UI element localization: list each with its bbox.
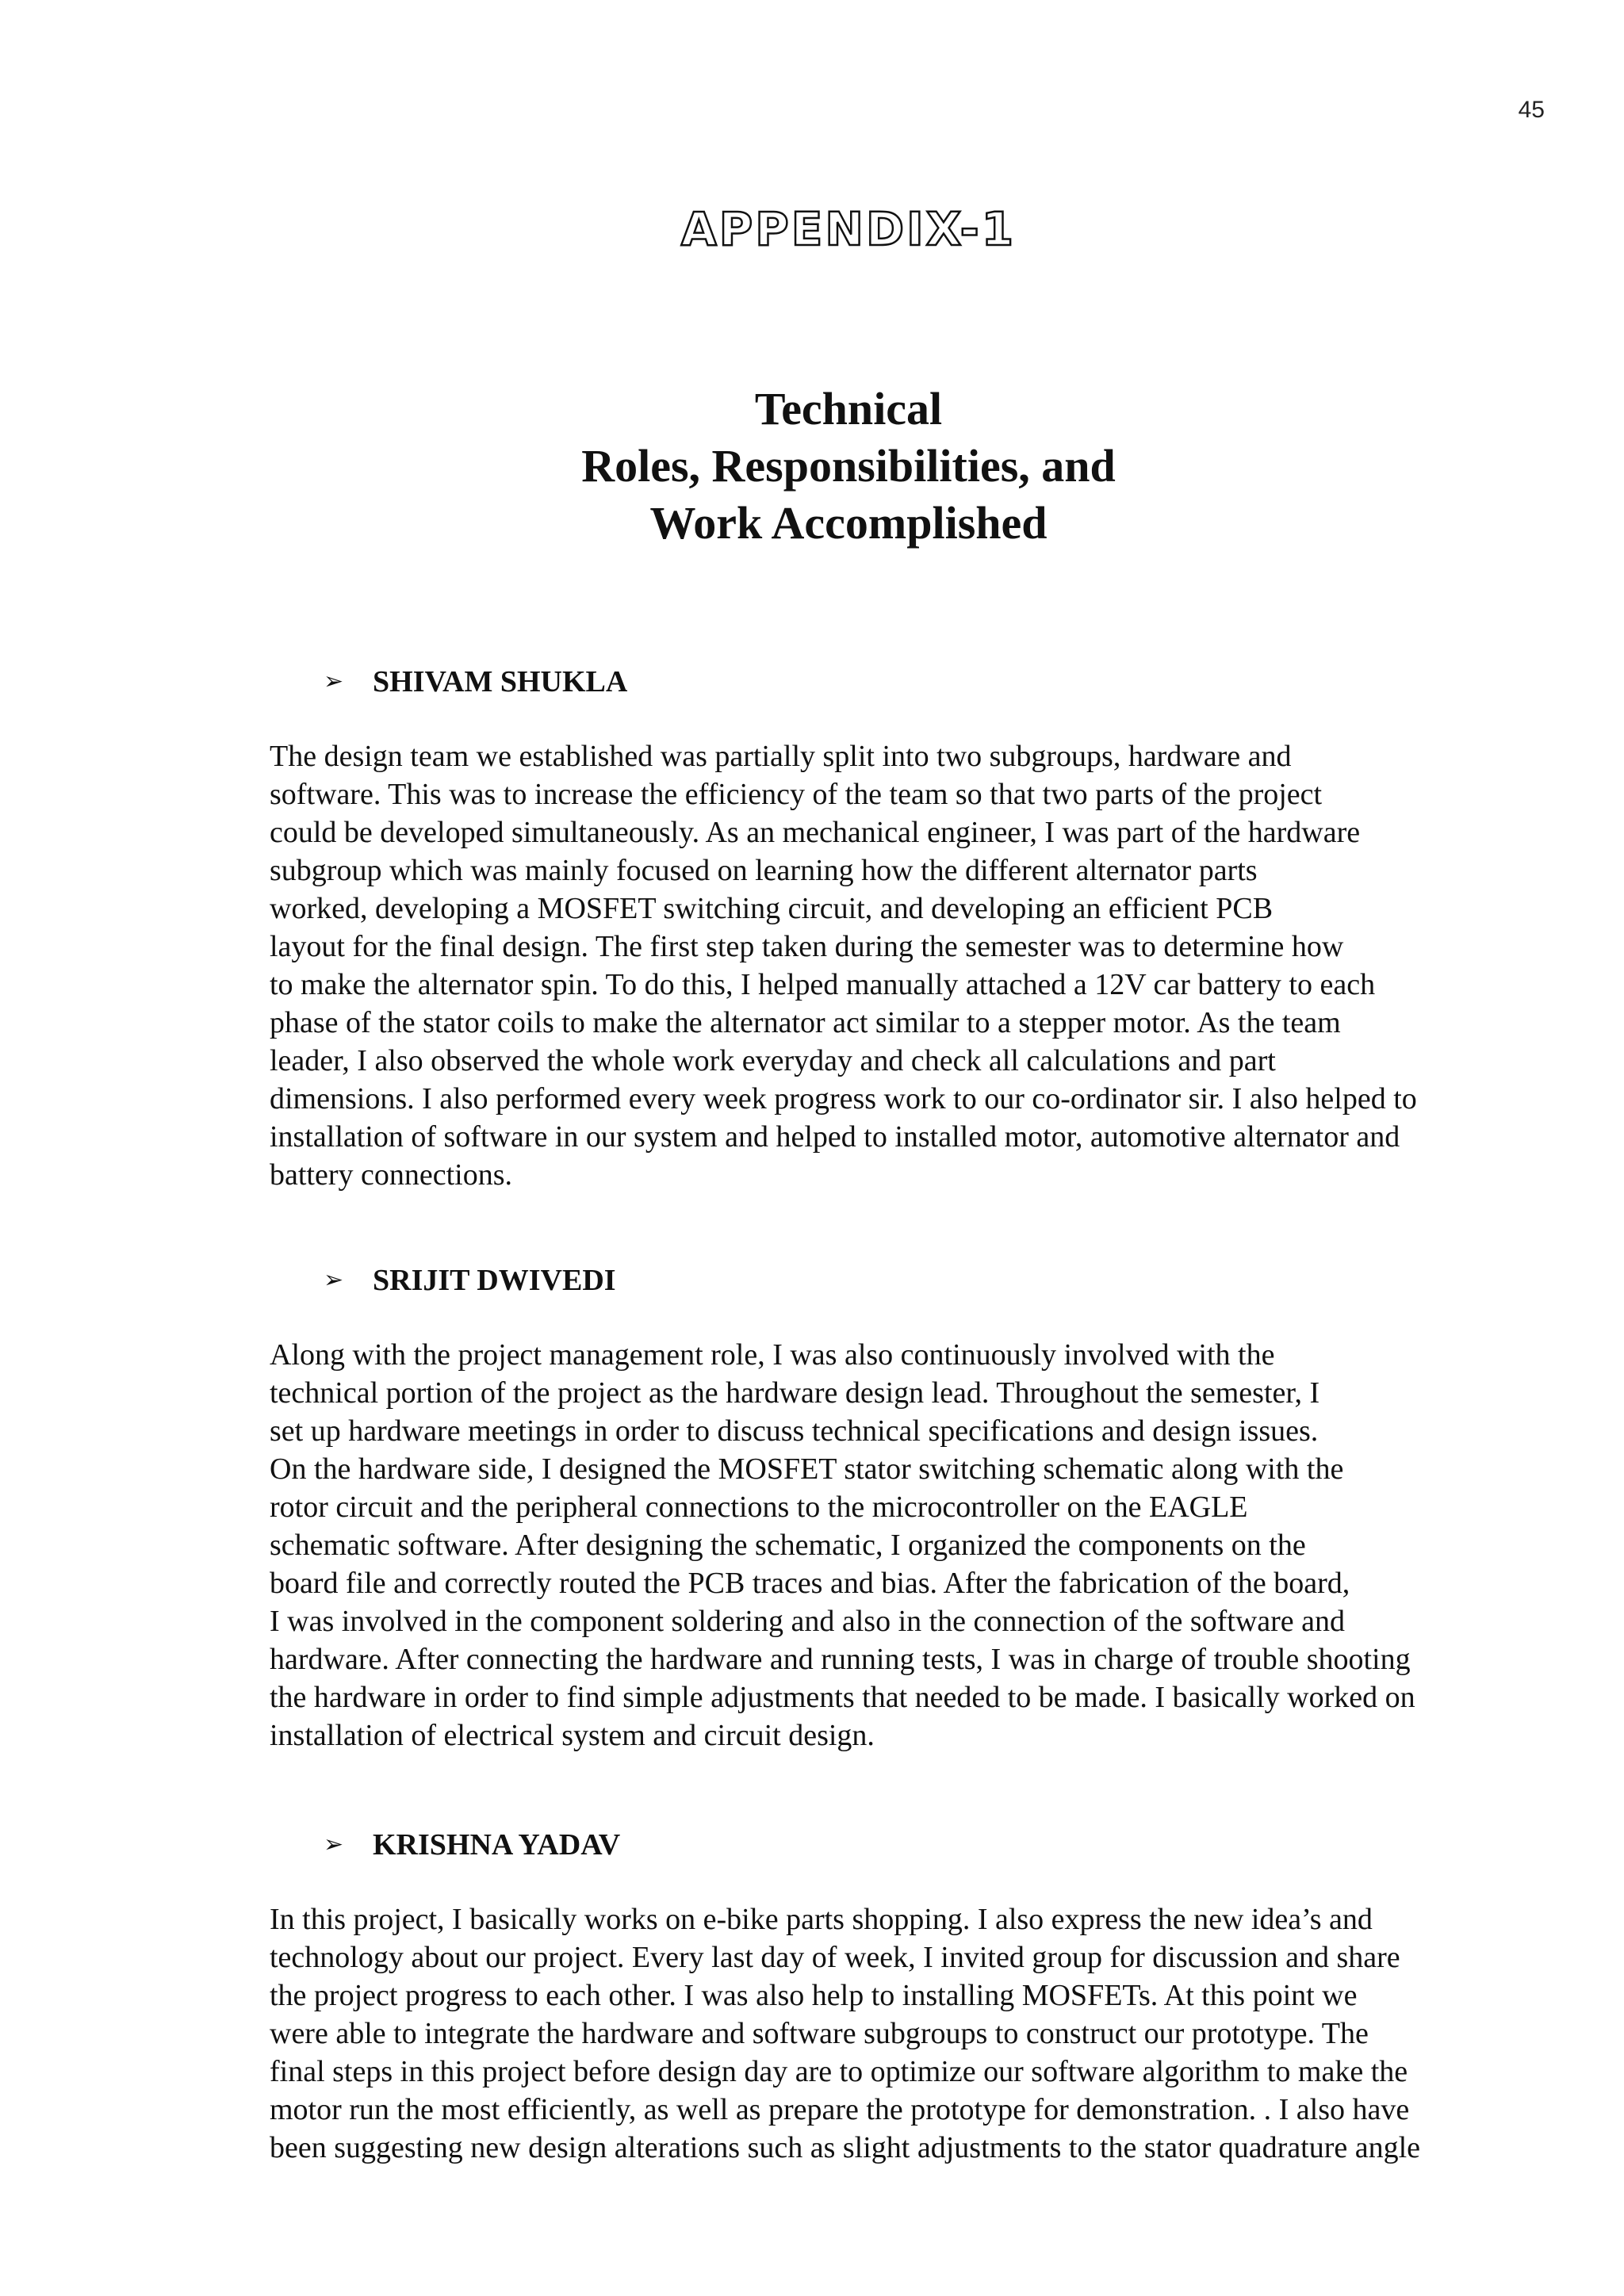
paragraph-line: technical portion of the project as the hardware design lead. Throughout the semester, I [270,1376,1320,1410]
paragraph-line: leader, I also observed the whole work everyday and check all calculations and part [270,1044,1276,1077]
paragraph-line: installation of software in our system and helped to installed motor, automotive alternator and [270,1120,1400,1154]
paragraph-line: schematic software. After designing the schematic, I organized the components on the [270,1529,1306,1562]
section-title-line-2: Roles, Responsibilities, and [581,440,1116,492]
member-name: SHIVAM SHUKLA [373,665,628,698]
appendix-title: APPENDIX-1 [680,202,1017,256]
paragraph-line: On the hardware side, I designed the MOSFET stator switching schematic along with the [270,1452,1344,1486]
paragraph-line: phase of the stator coils to make the alternator act similar to a stepper motor. As the team [270,1006,1341,1039]
member-paragraph [270,1336,1538,1755]
arrowhead-bullet-icon: ➢ [324,1266,344,1294]
arrowhead-bullet-icon: ➢ [324,1831,344,1858]
paragraph-line: installation of electrical system and circuit design. [270,1719,875,1752]
paragraph-line: final steps in this project before design day are to optimize our software algorithm to make the [270,2055,1408,2088]
paragraph-line: hardware. After connecting the hardware and running tests, I was in charge of trouble shooting [270,1643,1411,1676]
member-heading [324,1825,1538,1865]
paragraph-line: technology about our project. Every last day of week, I invited group for discussion and share [270,1941,1400,1974]
paragraph-line: motor run the most efficiently, as well as prepare the prototype for demonstration. . I also have [270,2093,1410,2126]
paragraph-line: board file and correctly routed the PCB traces and bias. After the fabrication of the board, [270,1567,1350,1600]
paragraph-line: set up hardware meetings in order to discuss technical specifications and design issues. [270,1414,1319,1448]
member-heading [324,1261,1538,1300]
arrowhead-bullet-icon: ➢ [324,668,344,695]
section-title-line-1: Technical [754,383,943,434]
member-name: SRIJIT DWIVEDI [373,1264,616,1297]
paragraph-line: battery connections. [270,1158,513,1192]
member-section-shivam-shukla [270,662,1538,1194]
member-name: KRISHNA YADAV [373,1828,621,1862]
paragraph-line: software. This was to increase the efficiency of the team so that two parts of the project [270,778,1323,811]
member-paragraph [270,1900,1538,2167]
paragraph-line: been suggesting new design alterations such as slight adjustments to the stator quadrature angle [270,2131,1421,2164]
section-title-line-3: Work Accomplished [649,497,1048,549]
paragraph-line: dimensions. I also performed every week progress work to our co-ordinator sir. I also helped to [270,1082,1417,1115]
member-section-srijit-dwivedi [270,1261,1538,1755]
paragraph-line: The design team we established was partially split into two subgroups, hardware and [270,740,1292,773]
paragraph-line: Along with the project management role, I was also continuously involved with the [270,1338,1275,1372]
paragraph-line: layout for the final design. The first step taken during the semester was to determine how [270,930,1344,963]
paragraph-line: the project progress to each other. I was also help to installing MOSFETs. At this point we [270,1979,1358,2012]
member-paragraph [270,737,1538,1194]
paragraph-line: to make the alternator spin. To do this, I helped manually attached a 12V car battery to each [270,968,1376,1001]
paragraph-line: could be developed simultaneously. As an mechanical engineer, I was part of the hardware [270,816,1361,849]
paragraph-line: In this project, I basically works on e-bike parts shopping. I also express the new idea’s and [270,1903,1373,1936]
paragraph-line: the hardware in order to find simple adjustments that needed to be made. I basically worked on [270,1681,1415,1714]
paragraph-line: worked, developing a MOSFET switching circuit, and developing an efficient PCB [270,892,1274,925]
member-heading [324,662,1538,702]
section-title [0,381,1624,552]
paragraph-line: rotor circuit and the peripheral connections to the microcontroller on the EAGLE [270,1490,1248,1524]
member-section-krishna-yadav [270,1825,1538,2167]
page-number: 45 [1518,97,1545,123]
paragraph-line: I was involved in the component soldering and also in the connection of the software and [270,1605,1346,1638]
paragraph-line: were able to integrate the hardware and software subgroups to construct our prototype. The [270,2017,1369,2050]
paragraph-line: subgroup which was mainly focused on learning how the different alternator parts [270,854,1258,887]
